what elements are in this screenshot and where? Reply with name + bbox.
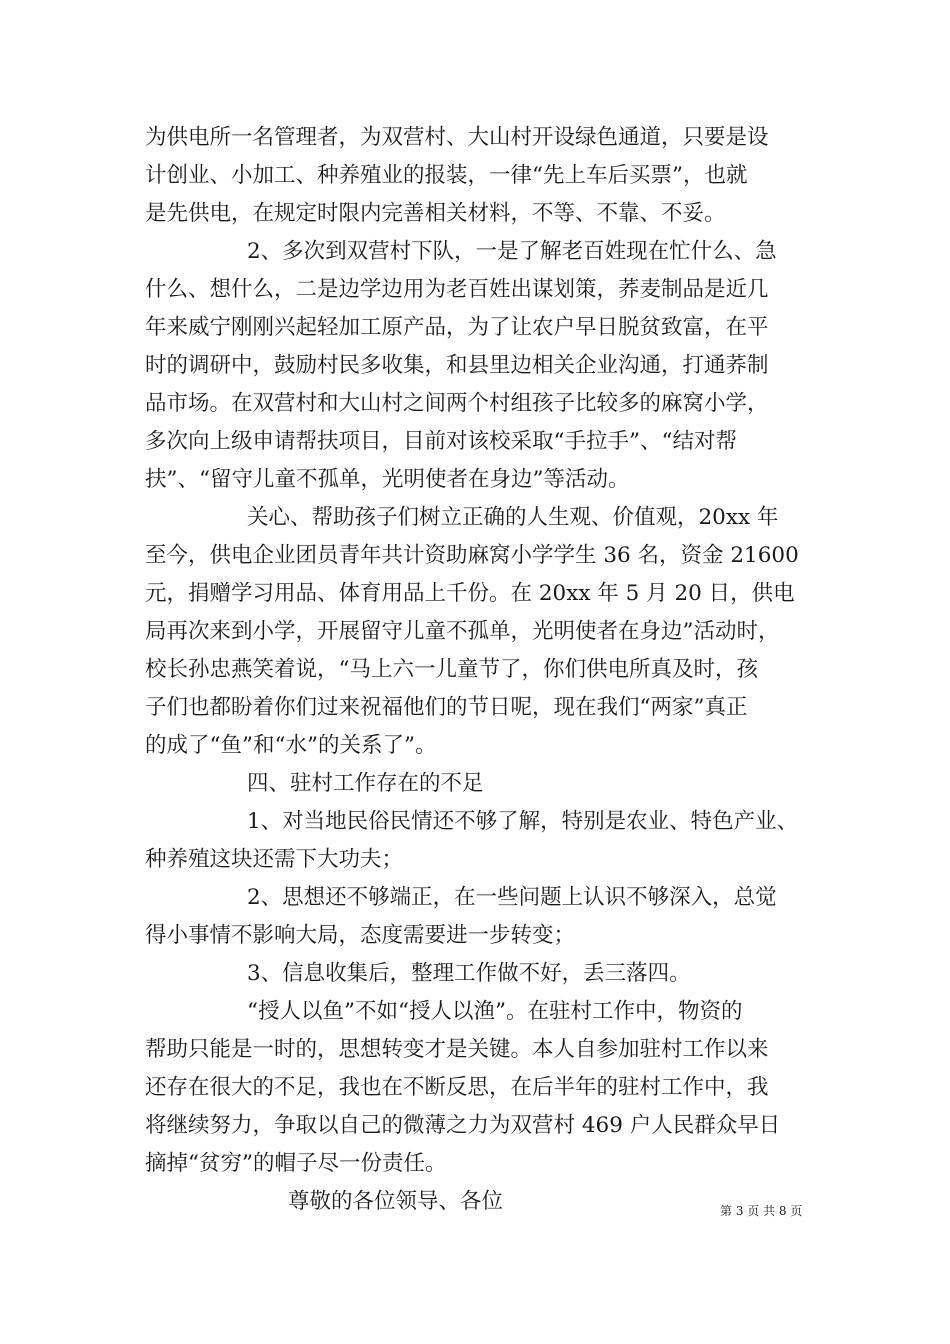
body-line: 关心、帮助孩子们树立正确的人生观、价值观，20xx 年 (247, 505, 779, 530)
section-heading: 四、驻村工作存在的不足 (247, 771, 484, 796)
body-line: 还存在很大的不足，我也在不断反思，在后半年的驻村工作中，我 (145, 1075, 769, 1100)
body-line: 局再次来到小学，开展留守儿童不孤单，光明使者在身边”活动时， (145, 619, 780, 644)
body-line: 1、对当地民俗民情还不够了解，特别是农业、特色产业、 (247, 809, 799, 834)
body-line: 至今，供电企业团员青年共计资助麻窝小学学生 36 名，资金 21600 (145, 543, 799, 568)
body-line: 元，捐赠学习用品、体育用品上千份。在 20xx 年 5 月 20 日，供电 (145, 581, 795, 606)
body-line: 2、思想还不够端正，在一些问题上认识不够深入，总觉 (247, 885, 777, 910)
body-line: 时的调研中，鼓励村民多收集，和县里边相关企业沟通，打通荞制 (145, 353, 769, 378)
body-line: 得小事情不影响大局，态度需要进一步转变； (145, 923, 576, 948)
body-line: 种养殖这块还需下大功夫； (145, 847, 404, 872)
body-line: 是先供电，在规定时限内完善相关材料，不等、不靠、不妥。 (145, 201, 726, 226)
body-line: 将继续努力，争取以自己的微薄之力为双营村 469 户人民群众早日 (145, 1113, 781, 1138)
body-line: 扶”、“留守儿童不孤单，光明使者在身边”等活动。 (145, 467, 630, 492)
body-line: 什么、想什么，二是边学边用为老百姓出谋划策，荞麦制品是近几 (145, 277, 769, 302)
page-footer: 第 3 页 共 8 页 (720, 1204, 803, 1218)
body-line: 子们也都盼着你们过来祝福他们的节日呢，现在我们“两家”真正 (145, 695, 748, 720)
body-line: 多次向上级申请帮扶项目，目前对该校采取“手拉手”、“结对帮 (145, 429, 737, 454)
body-line: “授人以鱼”不如“授人以渔”。在驻村工作中，物资的 (247, 999, 743, 1024)
body-line: 的成了“鱼”和“水”的关系了”。 (145, 733, 437, 758)
body-line: 3、信息收集后，整理工作做不好，丢三落四。 (247, 961, 691, 986)
body-line: 帮助只能是一时的，思想转变才是关键。本人自参加驻村工作以来 (145, 1037, 769, 1062)
body-line: 年来威宁刚刚兴起轻加工原产品，为了让农户早日脱贫致富，在平 (145, 315, 769, 340)
body-line: 计创业、小加工、种养殖业的报装，一律“先上车后买票”，也就 (145, 163, 748, 188)
body-line: 尊敬的各位领导、各位 (288, 1189, 504, 1214)
body-line: 品市场。在双营村和大山村之间两个村组孩子比较多的麻窝小学， (145, 391, 769, 416)
body-line: 2、多次到双营村下队，一是了解老百姓现在忙什么、急 (247, 239, 777, 264)
body-line: 校长孙忠燕笑着说，“马上六一儿童节了，你们供电所真及时，孩 (145, 657, 758, 682)
body-line: 为供电所一名管理者，为双营村、大山村开设绿色通道，只要是设 (145, 125, 769, 150)
body-line: 摘掉“贫穷”的帽子尽一份责任。 (145, 1151, 447, 1176)
